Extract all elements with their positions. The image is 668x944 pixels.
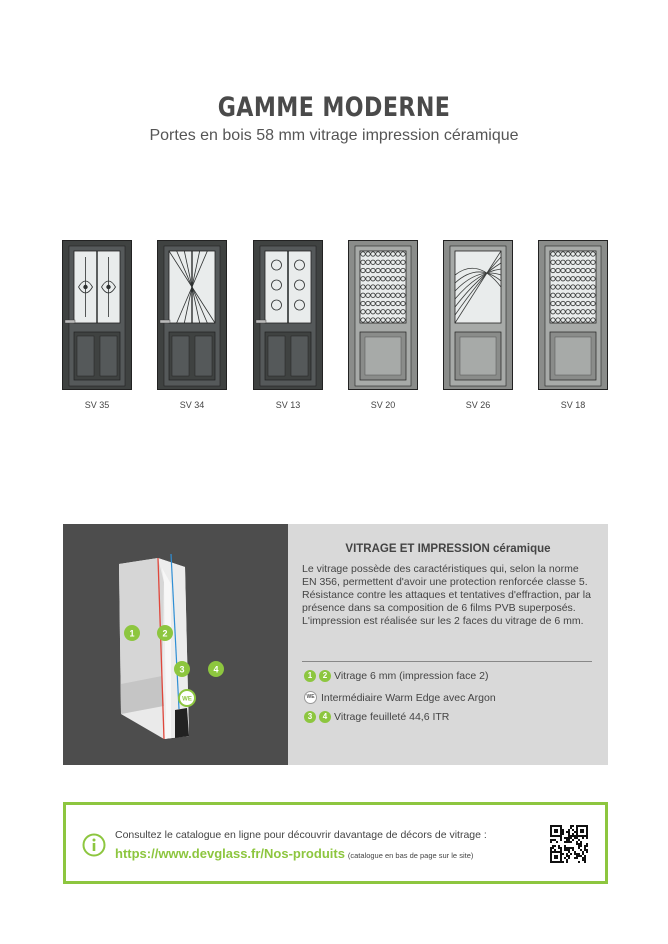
diagram-marker-4-label: 4	[213, 664, 219, 675]
diagram-marker-1-label: 1	[129, 628, 135, 639]
glazing-panel	[63, 524, 608, 765]
divider	[302, 661, 592, 662]
catalog-note: (catalogue en bas de page sur le site)	[347, 851, 474, 860]
legend-text: Vitrage feuilleté 44,6 ITR	[334, 711, 450, 723]
catalog-text: Consultez le catalogue en ligne pour découvrir davantage de décors de vitrage :	[115, 829, 487, 841]
badge-4: 4	[319, 711, 331, 723]
page-title: GAMME MODERNE	[217, 92, 451, 123]
info-icon	[82, 833, 106, 857]
door-label: SV 35	[84, 400, 110, 410]
door-sv18	[538, 240, 608, 410]
door-sv35-image	[62, 240, 132, 390]
legend-item-vitrage	[304, 670, 488, 682]
legend-item-warm-edge	[304, 691, 496, 704]
door-sv20	[348, 240, 418, 410]
catalog-link-line	[115, 846, 473, 861]
legend-text: Vitrage 6 mm (impression face 2)	[334, 670, 489, 682]
door-label: SV 20	[370, 400, 396, 410]
door-sv13-image	[253, 240, 323, 390]
door-label: SV 34	[179, 400, 205, 410]
door-label: SV 26	[465, 400, 491, 410]
badge-3: 3	[304, 711, 316, 723]
catalog-box	[63, 802, 608, 884]
door-sv26-image	[443, 240, 513, 390]
door-label: SV 13	[275, 400, 301, 410]
badge-1: 1	[304, 670, 316, 682]
door-sv26	[443, 240, 513, 410]
door-sv34	[157, 240, 227, 410]
diagram-marker-2-label: 2	[162, 628, 168, 639]
diagram-marker-3-label: 3	[179, 664, 185, 675]
door-sv34-image	[157, 240, 227, 390]
door-gallery	[62, 240, 608, 430]
badge-2: 2	[319, 670, 331, 682]
page-subtitle: Portes en bois 58 mm vitrage impression céramique	[149, 127, 519, 144]
catalog-link[interactable]: https://www.devglass.fr/Nos-produits	[115, 846, 345, 861]
legend-item-feuillete	[304, 711, 449, 723]
diagram-marker-we-label: WE	[182, 696, 192, 703]
glazing-info	[288, 524, 608, 765]
glass-cross-section	[63, 524, 288, 765]
legend-text: Intermédiaire Warm Edge avec Argon	[321, 691, 496, 704]
door-sv35	[62, 240, 132, 410]
badge-we: WE	[304, 691, 317, 704]
door-sv13	[253, 240, 323, 410]
door-sv18-image	[538, 240, 608, 390]
glass-diagram	[63, 524, 288, 765]
glazing-title: VITRAGE ET IMPRESSION céramique	[345, 543, 551, 555]
qr-code-icon[interactable]	[550, 825, 588, 863]
glazing-description: Le vitrage possède des caractéristiques qui, selon la norme EN 356, permettent d'avoir une protection renforcée classe 5. Résistance contre les attaques et tentatives d'effraction, par la présence dans sa composition de 6 films PVB superposés. L'impression est réalisée sur les 2 faces du vitrage de 6 mm.	[302, 563, 591, 627]
door-label: SV 18	[560, 400, 586, 410]
door-sv20-image	[348, 240, 418, 390]
